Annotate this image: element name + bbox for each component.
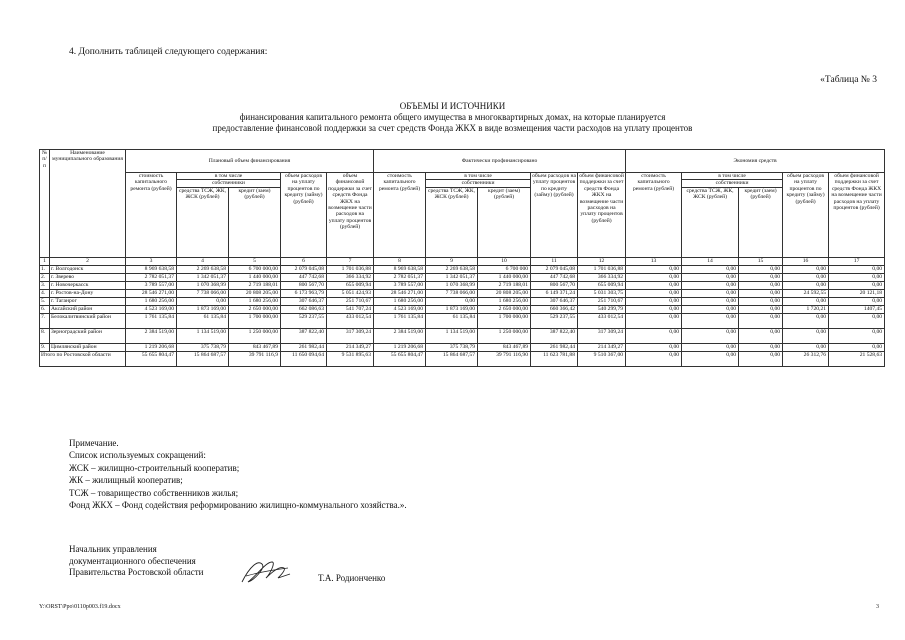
table-row	[40, 297, 885, 305]
column-number: 14	[682, 257, 739, 265]
municipality-name: г. Зверево	[50, 273, 126, 281]
table-cell: 4 523 169,00	[374, 305, 426, 313]
column-number: 2	[50, 257, 126, 265]
table-cell: 7 738 066,00	[177, 289, 229, 297]
header-num: № п/п	[40, 150, 50, 258]
table-subtitle-line-1: финансирования капитального ремонта общего имущества в многоквартирных домах, на которые планируется	[239, 112, 666, 122]
table-cell: 0,00	[783, 281, 829, 289]
table-cell: 1 070 368,99	[426, 281, 478, 289]
column-number: 16	[783, 257, 829, 265]
header-owners-actual: собственники	[426, 180, 531, 187]
total-cell: 21 528,63	[829, 351, 885, 366]
table-cell: 0,00	[682, 273, 739, 281]
column-number: 13	[626, 257, 682, 265]
table-cell: 366 334,92	[327, 273, 374, 281]
row-number: 3.	[40, 281, 50, 289]
column-number-row	[40, 257, 885, 265]
total-cell: 39 791 116,9	[229, 351, 281, 366]
table-cell: 366 334,92	[578, 273, 626, 281]
table-cell: 7 738 066,00	[426, 289, 478, 297]
table-cell: 0,00	[739, 305, 783, 313]
table-cell: 5 031 303,75	[578, 289, 626, 297]
header-incl-savings: в том числе	[682, 173, 783, 180]
table-cell: 447 742,68	[281, 273, 327, 281]
table-cell: 1 761 135,84	[126, 313, 177, 328]
table-cell: 0,00	[739, 313, 783, 328]
note-line: ТСЖ – товарищество собственников жилья;	[69, 487, 239, 498]
table-cell: 0,00	[829, 328, 885, 343]
row-number: 8.	[40, 328, 50, 343]
table-row	[40, 281, 885, 289]
table-row	[40, 273, 885, 281]
header-incl: в том числе	[177, 173, 281, 180]
column-number: 9	[426, 257, 478, 265]
table-cell: 0,00	[682, 281, 739, 289]
table-cell: 0,00	[682, 289, 739, 297]
table-cell: 655 009,94	[578, 281, 626, 289]
table-cell: 2 384 519,00	[374, 328, 426, 343]
header-savings: Экономия средств	[626, 150, 885, 173]
municipality-name: г. Новочеркасск	[50, 281, 126, 289]
total-cell: 0,00	[626, 351, 682, 366]
total-cell: 9 531 895,63	[327, 351, 374, 366]
table-cell: 0,00	[177, 297, 229, 305]
row-number: 1.	[40, 265, 50, 273]
table-cell: 1407,45	[829, 305, 885, 313]
table-cell: 0,00	[739, 297, 783, 305]
row-number: 2.	[40, 273, 50, 281]
table-cell: 214 349,27	[578, 343, 626, 351]
table-cell: 0,00	[626, 313, 682, 328]
signature-title-block	[69, 544, 203, 579]
header-cost: стоимость капитального ремонта (рублей)	[126, 173, 177, 258]
table-cell: 0,00	[829, 313, 885, 328]
header-row-groups	[40, 150, 885, 173]
table-cell: 800 567,70	[531, 281, 578, 289]
table-cell: 1 134 519,00	[426, 328, 478, 343]
table-cell: 0,00	[682, 265, 739, 273]
header-credit: кредит (заем) (рублей)	[229, 187, 281, 257]
table-cell: 0,00	[829, 297, 885, 305]
column-number: 15	[739, 257, 783, 265]
table-cell: 0,00	[626, 265, 682, 273]
table-cell: 261 982,44	[281, 343, 327, 351]
table-cell: 0,00	[829, 343, 885, 351]
table-cell: 3 789 557,00	[126, 281, 177, 289]
table-cell: 2 782 051,37	[374, 273, 426, 281]
table-cell: 6 700 000	[478, 265, 531, 273]
table-cell: 0,00	[829, 281, 885, 289]
header-interest: объем расходов на уплату процентов по кредиту (займу) (рублей)	[281, 173, 327, 258]
table-cell: 3 789 557,00	[374, 281, 426, 289]
sig-title-line-2: документационного обеспечения	[69, 555, 196, 566]
total-label: Итого по Ростовской области	[40, 351, 126, 366]
table-cell: 529 237,55	[281, 313, 327, 328]
table-cell: 1 680 256,00	[374, 297, 426, 305]
table-cell: 0,00	[783, 273, 829, 281]
row-number: 4.	[40, 289, 50, 297]
header-row-incl	[40, 173, 885, 180]
table-cell: 28 546 271,00	[374, 289, 426, 297]
table-cell: 0,00	[739, 273, 783, 281]
table-cell: 0,00	[626, 289, 682, 297]
column-number: 4	[177, 257, 229, 265]
table-cell: 20 808 205,00	[478, 289, 531, 297]
table-subtitle-line-2: предоставление финансовой поддержки за счет средств Фонда ЖКХ в виде возмещения части расходов на уплату процентов	[212, 123, 693, 133]
table-cell: 1 720,21	[783, 305, 829, 313]
header-actual: Фактически профинансировано	[374, 150, 626, 173]
header-planned: Плановый объем финансирования	[126, 150, 374, 173]
table-cell: 1 873 169,00	[177, 305, 229, 313]
table-cell: 6 173 963,79	[281, 289, 327, 297]
table-row	[40, 343, 885, 351]
total-cell: 11 650 094,64	[281, 351, 327, 366]
table-cell: 1 761 135,84	[374, 313, 426, 328]
table-cell: 0,00	[626, 328, 682, 343]
header-name: Наименование муниципального образования	[50, 150, 126, 258]
table-cell: 20 808 205,00	[229, 289, 281, 297]
table-cell: 1 070 368,99	[177, 281, 229, 289]
column-number: 10	[478, 257, 531, 265]
header-support-actual: объем финансовой поддержки за счет средств Фонда ЖКХ на возмещение части расходов на уплату процентов (рублей)	[578, 173, 626, 258]
table-label: «Таблица № 3	[820, 75, 877, 85]
table-cell: 541 707,24	[327, 305, 374, 313]
header-incl-actual: в том числе	[426, 173, 531, 180]
column-number: 6	[281, 257, 327, 265]
financing-table	[39, 149, 885, 367]
table-cell: 529 237,55	[531, 313, 578, 328]
column-number: 12	[578, 257, 626, 265]
header-credit-savings: кредит (заем) (рублей)	[739, 187, 783, 257]
header-owners: собственники	[177, 180, 281, 187]
table-cell: 1 680 256,00	[229, 297, 281, 305]
table-cell: 0,00	[783, 313, 829, 328]
municipality-name: г. Ростов-на-Дону	[50, 289, 126, 297]
handwritten-signature	[236, 556, 296, 588]
table-cell: 2 079 045,08	[281, 265, 327, 273]
column-number: 7	[327, 257, 374, 265]
total-cell: 26 312,76	[783, 351, 829, 366]
table-cell: 0,00	[739, 265, 783, 273]
table-cell: 6 149 371,24	[531, 289, 578, 297]
total-cell: 0,00	[739, 351, 783, 366]
table-row	[40, 313, 885, 328]
table-row	[40, 265, 885, 273]
table-cell: 307 646,37	[531, 297, 578, 305]
table-cell: 251 710,67	[578, 297, 626, 305]
table-cell: 387 822,40	[281, 328, 327, 343]
header-owners-savings: собственники	[682, 180, 783, 187]
table-cell: 375 738,79	[426, 343, 478, 351]
table-cell: 0,00	[783, 328, 829, 343]
header-support-savings: объем финансовой поддержки за счет средств Фонда ЖКХ на возмещение части расходов на уплату процентов (рублей)	[829, 173, 885, 258]
table-cell: 0,00	[626, 281, 682, 289]
table-cell: 1 440 000,00	[478, 273, 531, 281]
header-cost-actual: стоимость капитального ремонта (рублей)	[374, 173, 426, 258]
table-cell: 307 646,37	[281, 297, 327, 305]
municipality-name: Белокалитвинский район	[50, 313, 126, 328]
table-cell: 214 349,27	[327, 343, 374, 351]
row-number: 6.	[40, 305, 50, 313]
table-row	[40, 305, 885, 313]
intro-text: 4. Дополнить таблицей следующего содержания:	[69, 47, 268, 57]
table-cell: 433 012,54	[578, 313, 626, 328]
table-cell: 2 719 188,01	[229, 281, 281, 289]
table-cell: 1 219 206,68	[126, 343, 177, 351]
table-cell: 0,00	[739, 289, 783, 297]
table-cell: 317 309,24	[327, 328, 374, 343]
table-cell: 2 384 519,00	[126, 328, 177, 343]
table-cell: 375 738,79	[177, 343, 229, 351]
table-cell: 5 051 424,93	[327, 289, 374, 297]
table-cell: 61 135,84	[177, 313, 229, 328]
table-cell: 800 567,70	[281, 281, 327, 289]
column-number: 17	[829, 257, 885, 265]
table-cell: 2 269 638,58	[177, 265, 229, 273]
table-cell: 655 009,94	[327, 281, 374, 289]
table-cell: 1 701 036,88	[327, 265, 374, 273]
table-cell: 0,00	[783, 297, 829, 305]
table-cell: 4 523 169,00	[126, 305, 177, 313]
table-cell: 261 982,44	[531, 343, 578, 351]
header-tszh: средства ТСЖ, ЖК, ЖСК (рублей)	[177, 187, 229, 257]
table-cell: 1 342 051,37	[177, 273, 229, 281]
table-cell: 0,00	[682, 343, 739, 351]
table-cell: 1 250 000,00	[478, 328, 531, 343]
table-cell: 0,00	[626, 343, 682, 351]
table-cell: 61 135,84	[426, 313, 478, 328]
total-cell: 55 655 804,47	[374, 351, 426, 366]
table-cell: 0,00	[783, 265, 829, 273]
table-cell: 0,00	[682, 313, 739, 328]
total-cell: 11 623 781,88	[531, 351, 578, 366]
table-cell: 1 700 000,00	[229, 313, 281, 328]
header-interest-savings: объем расходов на уплату процентов по кредиту (займу) (рублей)	[783, 173, 829, 258]
table-cell: 0,00	[682, 328, 739, 343]
table-cell: 0,00	[682, 305, 739, 313]
table-cell: 28 546 271,00	[126, 289, 177, 297]
total-cell: 15 864 687,57	[177, 351, 229, 366]
table-cell: 387 822,40	[531, 328, 578, 343]
table-cell: 251 710,67	[327, 297, 374, 305]
table-cell: 0,00	[739, 281, 783, 289]
table-cell: 1 680 256,00	[478, 297, 531, 305]
header-interest-actual: объем расходов на уплату процентов по кредиту (займу) (рублей)	[531, 173, 578, 258]
column-number: 1	[40, 257, 50, 265]
table-cell: 1 680 256,00	[126, 297, 177, 305]
table-cell: 843 467,89	[478, 343, 531, 351]
header-credit-actual: кредит (заем) (рублей)	[478, 187, 531, 257]
note-line: Примечание.	[69, 438, 119, 448]
table-cell: 2 782 051,37	[126, 273, 177, 281]
signatory-name: Т.А. Родионченко	[318, 573, 386, 583]
table-cell: 0,00	[626, 297, 682, 305]
table-cell: 2 719 188,01	[478, 281, 531, 289]
table-row	[40, 289, 885, 297]
total-cell: 15 864 687,57	[426, 351, 478, 366]
table-cell: 24 592,55	[783, 289, 829, 297]
table-cell: 1 700 000,00	[478, 313, 531, 328]
sig-title-line-3: Правительства Ростовской области	[69, 567, 204, 577]
column-number: 5	[229, 257, 281, 265]
total-cell: 55 655 804,47	[126, 351, 177, 366]
total-cell: 39 791 116,90	[478, 351, 531, 366]
header-tszh-actual: средства ТСЖ, ЖК, ЖСК (рублей)	[426, 187, 478, 257]
page-number: 3	[876, 604, 879, 610]
table-row	[40, 328, 885, 343]
table-cell: 1 701 036,88	[578, 265, 626, 273]
table-title: ОБЪЕМЫ И ИСТОЧНИКИ	[399, 101, 506, 111]
header-cost-savings: стоимость капитального ремонта (рублей)	[626, 173, 682, 258]
table-cell: 0,00	[626, 273, 682, 281]
table-cell: 0,00	[739, 343, 783, 351]
table-cell: 2 650 000,00	[229, 305, 281, 313]
row-number: 7.	[40, 313, 50, 328]
table-cell: 662 086,63	[281, 305, 327, 313]
total-cell: 0,00	[682, 351, 739, 366]
municipality-name: г. Волгодонск	[50, 265, 126, 273]
table-cell: 0,00	[829, 265, 885, 273]
table-cell: 2 079 045,08	[531, 265, 578, 273]
table-cell: 8 969 638,58	[374, 265, 426, 273]
header-tszh-savings: средства ТСЖ, ЖК, ЖСК (рублей)	[682, 187, 739, 257]
table-cell: 0,00	[682, 297, 739, 305]
table-cell: 2 650 000,00	[478, 305, 531, 313]
header-support: объем финансовой поддержки за счет средств Фонда ЖКХ на возмещение части расходов на уплату процентов (рублей)	[327, 173, 374, 258]
municipality-name: г. Таганрог	[50, 297, 126, 305]
total-cell: 9 510 367,00	[578, 351, 626, 366]
row-number: 9.	[40, 343, 50, 351]
table-cell: 1 342 051,37	[426, 273, 478, 281]
table-cell: 0,00	[783, 343, 829, 351]
table-cell: 433 012,54	[327, 313, 374, 328]
table-cell: 0,00	[426, 297, 478, 305]
table-cell: 1 873 169,00	[426, 305, 478, 313]
sig-title-line-1: Начальник управления	[69, 544, 157, 554]
total-row	[40, 351, 885, 366]
table-cell: 1 134 519,00	[177, 328, 229, 343]
table-cell: 1 219 206,68	[374, 343, 426, 351]
note-line: Список используемых сокращений:	[69, 450, 206, 461]
row-number: 5.	[40, 297, 50, 305]
table-cell: 0,00	[739, 328, 783, 343]
table-cell: 20 121,18	[829, 289, 885, 297]
file-path: Y:\ORST\Ppo\0110p003.f19.docx	[39, 604, 121, 610]
note-line: ЖК – жилищный кооператив;	[69, 475, 183, 486]
table-cell: 0,00	[829, 273, 885, 281]
notes-block	[69, 437, 407, 511]
table-cell: 1 250 000,00	[229, 328, 281, 343]
municipality-name: Цимлянский район	[50, 343, 126, 351]
table-cell: 540 299,79	[578, 305, 626, 313]
column-number: 11	[531, 257, 578, 265]
table-cell: 1 440 000,00	[229, 273, 281, 281]
column-number: 8	[374, 257, 426, 265]
table-cell: 8 969 638,58	[126, 265, 177, 273]
table-cell: 2 269 638,58	[426, 265, 478, 273]
table-cell: 843 467,89	[229, 343, 281, 351]
note-line: Фонд ЖКХ – Фонд содействия реформированию жилищно-коммунального хозяйства.».	[69, 500, 407, 511]
table-cell: 317 309,24	[578, 328, 626, 343]
note-line: ЖСК – жилищно-строительный кооператив;	[69, 462, 240, 473]
municipality-name: Зерноградский район	[50, 328, 126, 343]
municipality-name: Аксайский район	[50, 305, 126, 313]
column-number: 3	[126, 257, 177, 265]
table-cell: 660 366,42	[531, 305, 578, 313]
table-cell: 447 742,68	[531, 273, 578, 281]
table-cell: 0,00	[626, 305, 682, 313]
table-cell: 6 700 000,00	[229, 265, 281, 273]
